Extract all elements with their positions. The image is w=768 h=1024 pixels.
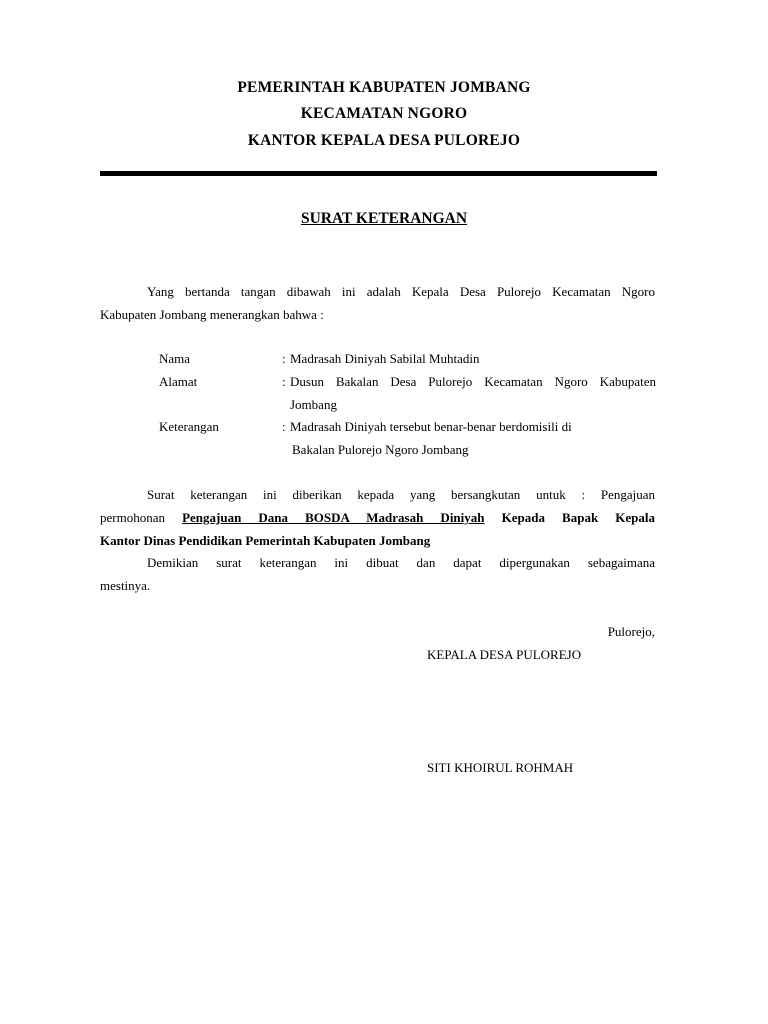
body-p1-highlight: Pengajuan Dana BOSDA Madrasah Diniyah — [182, 510, 485, 525]
field-colon: : — [282, 419, 286, 434]
body-p1-text-1: Surat keterangan ini diberikan kepada yang bersangkutan untuk : Pengajuan — [147, 487, 655, 502]
body-p2-line1 — [100, 551, 655, 574]
signature-place: Pulorejo, — [607, 624, 655, 639]
body-p2-text-1: Demikian surat keterangan ini dibuat dan dapat dipergunakan sebagaimana — [147, 555, 655, 570]
body-p2-line2: mestinya. — [100, 578, 151, 593]
body-p1-line2 — [100, 506, 655, 529]
field-value-keterangan-2: Bakalan Pulorejo Ngoro Jombang — [292, 442, 469, 457]
signature-position: KEPALA DESA PULOREJO — [427, 647, 582, 662]
intro-line1 — [100, 280, 655, 303]
field-label-alamat: Alamat — [159, 374, 198, 389]
field-value-nama: Madrasah Diniyah Sabilal Muhtadin — [290, 351, 480, 366]
signature-name: SITI KHOIRUL ROHMAH — [427, 760, 574, 775]
body-p1-prefix: permohonan — [100, 510, 165, 525]
field-colon: : — [282, 374, 286, 389]
field-value-alamat-2: Jombang — [290, 397, 337, 412]
header-government: PEMERINTAH KABUPATEN JOMBANG — [237, 79, 531, 96]
header-divider — [100, 171, 657, 176]
field-label-keterangan: Keterangan — [159, 419, 219, 434]
header-district: KECAMATAN NGORO — [300, 105, 468, 122]
field-colon: : — [282, 351, 286, 366]
intro-text-1: Yang bertanda tangan dibawah ini adalah Kepala Desa Pulorejo Kecamatan Ngoro — [147, 284, 655, 299]
field-label-nama: Nama — [159, 351, 191, 366]
letter-title: SURAT KETERANGAN — [300, 210, 468, 227]
intro-line2: Kabupaten Jombang menerangkan bahwa : — [100, 307, 324, 322]
field-value-alamat-1: Dusun Bakalan Desa Pulorejo Kecamatan Ngoro Kabupaten — [290, 374, 656, 389]
header-office: KANTOR KEPALA DESA PULOREJO — [247, 132, 521, 149]
field-value-keterangan-1: Madrasah Diniyah tersebut benar-benar berdomisili di — [290, 419, 572, 434]
body-p1-line3: Kantor Dinas Pendidikan Pemerintah Kabupaten Jombang — [100, 533, 431, 548]
body-p1-bold: Kepada Bapak Kepala — [501, 510, 655, 525]
body-p1-line1 — [100, 483, 655, 506]
